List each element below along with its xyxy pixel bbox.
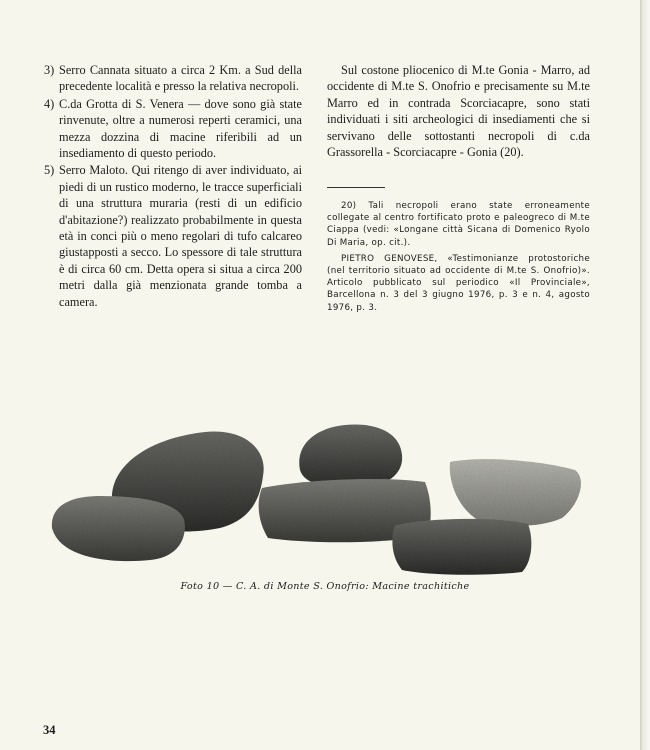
list-item-number: 5) bbox=[44, 163, 55, 178]
photo-caption: Foto 10 — C. A. di Monte S. Onofrio: Macine trachitiche bbox=[180, 581, 470, 592]
body-paragraph: Sul costone pliocenico di M.te Gonia - Marro, ad occidente di M.te S. Onofrio e precisamente su M.te Marro ed in contrada Scorciacapre, sono stati individuati i siti archeologici di insediamenti che si servivano delle sottostanti necropoli di c.da Grassorella - Scorciacapre - Gonia (20). bbox=[327, 63, 590, 160]
right-column bbox=[327, 62, 590, 160]
page-number: 34 bbox=[43, 723, 56, 737]
millstones-image bbox=[0, 410, 650, 585]
footnotes bbox=[327, 200, 590, 318]
left-column bbox=[44, 62, 302, 311]
page-edge-shadow bbox=[640, 0, 650, 750]
footnote-20: 20) Tali necropoli erano state erroneamente collegate al centro fortificato proto e paleogreco di M.te Ciappa (vedi: «Longane città Sicana di Domenico Ryolo Di Maria, op. cit.). bbox=[327, 201, 590, 248]
list-item-number: 4) bbox=[44, 96, 55, 111]
millstone-front-left bbox=[52, 496, 185, 561]
list-item bbox=[44, 96, 302, 162]
list-item bbox=[44, 162, 302, 310]
millstone-front-right bbox=[392, 519, 531, 575]
list-item-text: Serro Maloto. Qui ritengo di aver individuato, ai piedi di un rustico moderno, le tracce superficiali di una struttura muraria (resti di un edificio d'abitazione?) realizzato probabilmente in questa età in conci più o meno regolari di tufo calcareo giustapposti a secco. Lo spessore di tale struttura è di circa 60 cm. Detta opera si situa a circa 200 metri dalla già menzionata grande tomba a camera. bbox=[59, 163, 302, 309]
list-item-text: C.da Grotta di S. Venera — dove sono già state rinvenute, oltre a numerosi reperti ceramici, una mezza dozzina di macine riferibili ad un insediamento di questo periodo. bbox=[59, 96, 302, 161]
footnote-separator bbox=[327, 187, 385, 188]
millstone-right-light bbox=[450, 459, 581, 526]
list-item bbox=[44, 62, 302, 95]
millstone-top-middle bbox=[299, 424, 402, 488]
list-item-text: Serro Cannata situato a circa 2 Km. a Sud della precedente località e presso la relativa necropoli. bbox=[59, 63, 302, 94]
footnote-reference: PIETRO GENOVESE, «Testimonianze protostoriche (nel territorio situato ad occidente di M.te S. Onofrio)». Articolo pubblicato sul periodico «Il Provinciale», Barcellona n. 3 del 3 giugno 1976, p. 3 e n. 4, agosto 1976, p. 3. bbox=[327, 253, 590, 313]
list-item-number: 3) bbox=[44, 63, 55, 77]
photo-millstones bbox=[0, 410, 650, 585]
